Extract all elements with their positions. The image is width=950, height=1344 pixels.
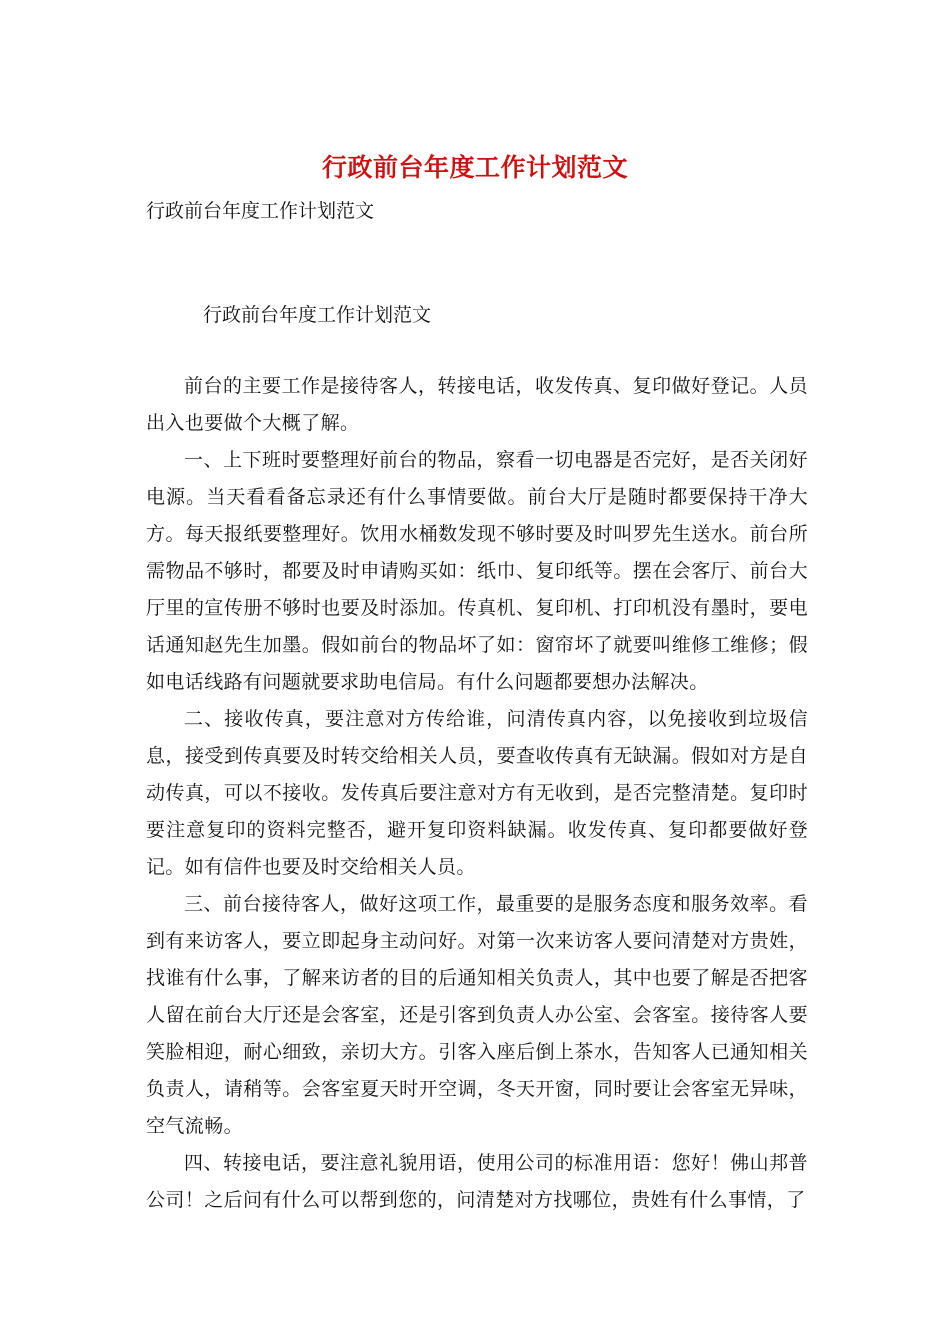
paragraph-section-3: 三、前台接待客人，做好这项工作，最重要的是服务态度和服务效率。看到有来访客人，要立即起身主动问好。对第一次来访客人要问清楚对方贵姓，找谁有什么事，了解来访者的目的后通知相关负责人，其中也要了解是否把客人留在前台大厅还是会客室，还是引客到负责人办公室、会客室。接待客人要笑脸相迎，耐心细致，亲切大方。引客入座后倒上茶水，告知客人已通知相关负责人，请稍等。会客室夏天时开空调，冬天开窗，同时要让会客室无异味，空气流畅。 bbox=[146, 893, 808, 1137]
paragraph-section-2: 二、接收传真，要注意对方传给谁，问清传真内容，以免接收到垃圾信息，接受到传真要及时转交给相关人员，要查收传真有无缺漏。假如对方是自动传真，可以不接收。发传真后要注意对方有无收到，是否完整清楚。复印时要注意复印的资料完整否，避开复印资料缺漏。收发传真、复印都要做好登记。如有信件也要及时交给相关人员。 bbox=[146, 708, 808, 878]
document-body bbox=[146, 368, 808, 1219]
document-title: 行政前台年度工作计划范文 bbox=[321, 153, 628, 182]
paragraph-intro: 前台的主要工作是接待客人，转接电话，收发传真、复印做好登记。人员出入也要做个大概了解。 bbox=[146, 375, 808, 434]
inner-title: 行政前台年度工作计划范文 bbox=[203, 304, 432, 326]
paragraph-section-1: 一、上下班时要整理好前台的物品，察看一切电器是否完好，是否关闭好电源。当天看看备忘录还有什么事情要做。前台大厅是随时都要保持干净大方。每天报纸要整理好。饮用水桶数发现不够时要及时叫罗先生送水。前台所需物品不够时，都要及时申请购买如：纸巾、复印纸等。摆在会客厅、前台大厅里的宣传册不够时也要及时添加。传真机、复印机、打印机没有墨时，要电话通知赵先生加墨。假如前台的物品坏了如：窗帘坏了就要叫维修工维修；假如电话线路有问题就要求助电信局。有什么问题都要想办法解决。 bbox=[146, 449, 808, 693]
paragraph-section-4: 四、转接电话，要注意礼貌用语，使用公司的标准用语：您好！佛山邦普公司！之后问有什么可以帮到您的，问清楚对方找哪位，贵姓有什么事情，了 bbox=[146, 1152, 808, 1211]
document-subtitle: 行政前台年度工作计划范文 bbox=[146, 200, 375, 222]
